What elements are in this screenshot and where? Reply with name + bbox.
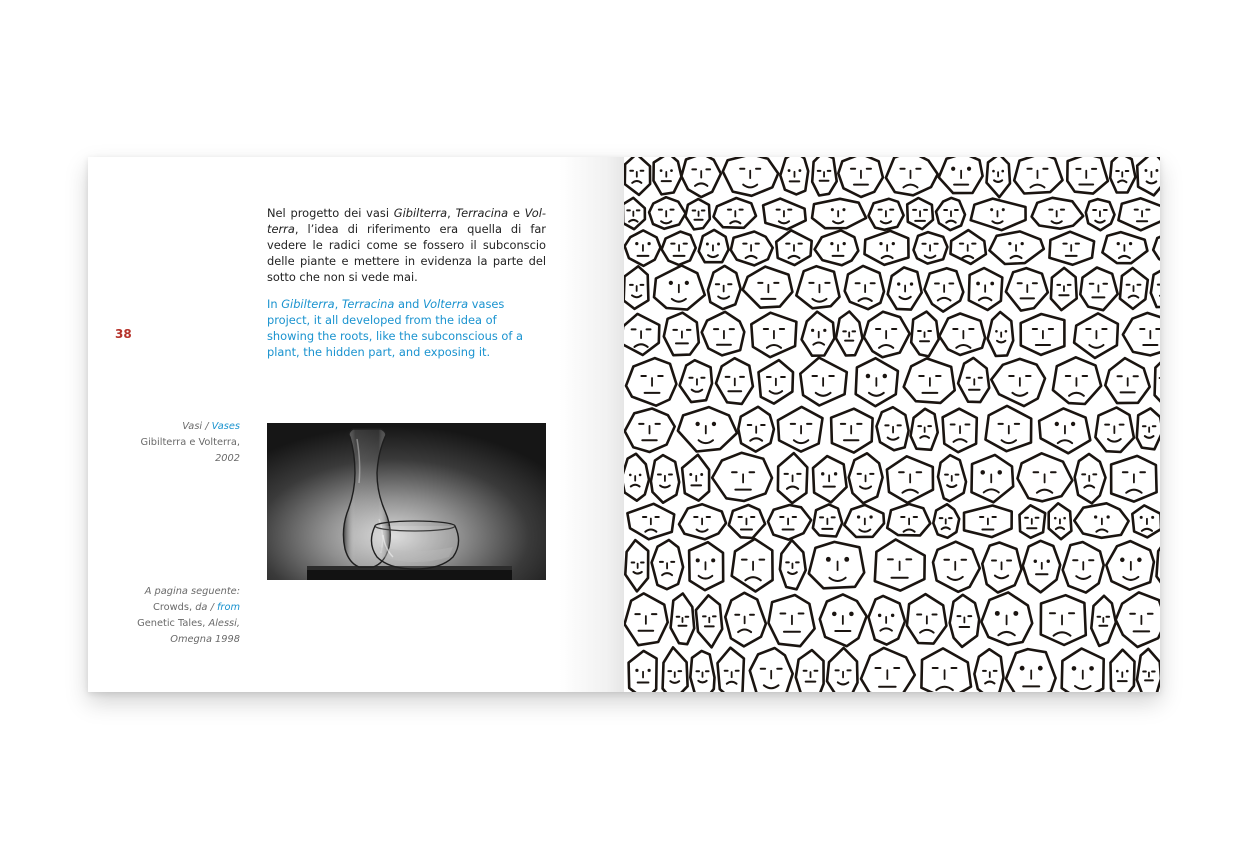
en-text-part: In <box>267 297 282 311</box>
face-drawing-stroke <box>690 651 714 692</box>
it-text-part: , <box>447 206 456 220</box>
caption-separator: / <box>202 421 212 432</box>
face-drawing-stroke <box>857 515 860 518</box>
next-from-it: da <box>195 602 208 613</box>
face-drawing-stroke <box>648 669 651 672</box>
face-drawing-stroke <box>1089 666 1094 671</box>
face-drawing-stroke <box>1063 517 1066 520</box>
face-drawing-stroke <box>897 282 900 285</box>
face-drawing-stroke <box>842 208 845 211</box>
face-drawing-stroke <box>1034 560 1037 563</box>
face-drawing-stroke <box>696 558 700 562</box>
face-drawing-stroke <box>685 281 689 285</box>
face-drawing-stroke <box>1008 242 1011 245</box>
face-drawing-stroke <box>1047 560 1050 563</box>
face-drawing-stroke <box>1120 558 1125 563</box>
crowds-illustration <box>624 157 1160 692</box>
face-drawing-stroke <box>695 422 699 426</box>
face-drawing-stroke <box>831 208 834 211</box>
face-drawing-stroke <box>669 281 673 285</box>
face-drawing-stroke <box>883 374 887 378</box>
face-drawing-stroke <box>660 169 663 172</box>
en-project-name: Gibilterra <box>281 297 335 311</box>
face-drawing-stroke <box>1106 515 1109 518</box>
face-drawing-stroke <box>1151 516 1154 519</box>
face-drawing-stroke <box>1005 330 1008 333</box>
next-page-caption <box>108 584 240 648</box>
next-publisher: Alessi, <box>208 618 240 629</box>
face-drawing-stroke <box>647 242 650 245</box>
it-text-part: Nel progetto dei vasi <box>267 206 394 220</box>
caption-year: 2002 <box>215 453 240 464</box>
face-drawing-stroke <box>1020 666 1025 671</box>
face-drawing-stroke <box>992 170 995 173</box>
photo-caption <box>108 419 240 467</box>
next-separator: / <box>207 602 217 613</box>
face-drawing-stroke <box>712 422 716 426</box>
face-drawing-stroke <box>990 208 993 211</box>
it-project-name: Gibilterra <box>393 206 448 220</box>
face-drawing-stroke <box>1155 169 1158 172</box>
face-drawing-stroke <box>834 472 837 475</box>
caption-title: Gibilterra e Volterra, <box>140 437 240 448</box>
english-paragraph <box>267 296 546 360</box>
caption-it-label: Vasi <box>182 421 203 432</box>
face-drawing-stroke <box>878 614 881 617</box>
it-text-part: , l’idea di riferimento era quella di far vedere le radici come se fossero il subconscio delle piante e mettere in evidenza la parte del sotto che non si vede mai. <box>267 222 546 284</box>
page-number: 38 <box>115 327 132 341</box>
en-text-part: and <box>394 297 424 311</box>
face-drawing-stroke <box>879 242 882 245</box>
face-drawing-stroke <box>866 374 870 378</box>
face-drawing-stroke <box>1021 242 1024 245</box>
face-drawing-stroke <box>798 169 801 172</box>
face-drawing-stroke <box>939 314 985 356</box>
face-drawing-stroke <box>844 557 849 562</box>
face-drawing-stroke <box>635 669 638 672</box>
face-drawing-stroke <box>1072 666 1077 671</box>
face-drawing-stroke <box>1001 170 1004 173</box>
right-page <box>624 157 1160 692</box>
face-drawing-stroke <box>670 169 673 172</box>
face-drawing-stroke <box>689 473 692 476</box>
face-drawing-stroke <box>1137 558 1142 563</box>
face-drawing-stroke <box>1094 515 1097 518</box>
left-page <box>88 157 624 692</box>
face-drawing-stroke <box>990 282 994 286</box>
face-drawing-stroke <box>629 474 632 477</box>
face-drawing-stroke <box>951 167 955 171</box>
face-drawing-stroke <box>980 470 985 475</box>
next-page-note: A pagina seguente: <box>144 586 240 597</box>
face-drawing-stroke <box>823 329 826 332</box>
face-drawing-stroke <box>1126 670 1129 673</box>
face-drawing-stroke <box>995 611 1000 616</box>
next-place-year: Omegna 1998 <box>170 634 240 645</box>
face-drawing-stroke <box>1117 242 1120 245</box>
face-drawing-stroke <box>1144 169 1147 172</box>
face-drawing-stroke <box>1140 516 1143 519</box>
face-drawing-stroke <box>788 169 791 172</box>
face-drawing-stroke <box>639 474 642 477</box>
vases-photo <box>267 423 546 580</box>
next-from-en: from <box>216 602 240 613</box>
face-drawing-stroke <box>1054 517 1057 520</box>
face-drawing-stroke <box>832 612 837 617</box>
face-drawing-stroke <box>976 282 980 286</box>
face-drawing-stroke <box>849 612 854 617</box>
face-drawing-stroke <box>910 282 913 285</box>
it-project-name: Vol-terra <box>267 206 547 236</box>
next-collection: Genetic Tales, <box>137 618 209 629</box>
face-drawing-stroke <box>998 470 1003 475</box>
en-text-part: , <box>334 297 342 311</box>
face-drawing-stroke <box>706 243 709 246</box>
face-drawing-stroke <box>1041 595 1086 645</box>
face-drawing-stroke <box>811 329 814 332</box>
face-drawing-stroke <box>700 473 703 476</box>
en-project-name: Terracina <box>341 297 395 311</box>
en-project-name: Volterra <box>423 297 469 311</box>
face-drawing-stroke <box>821 472 824 475</box>
next-work-title: Crowds, <box>153 602 196 613</box>
face-drawing-stroke <box>974 649 1003 692</box>
face-drawing-stroke <box>1013 611 1018 616</box>
face-drawing-stroke <box>635 242 638 245</box>
face-drawing-stroke <box>892 242 895 245</box>
it-project-name: Terracina <box>455 206 509 220</box>
caption-en-label: Vases <box>211 421 240 432</box>
face-drawing-stroke <box>1038 666 1043 671</box>
en-text-part: vases project, it all developed from the idea of showing the roots, like the subconscious of a plant, the hidden part, and exposing it. <box>267 297 523 359</box>
face-drawing-stroke <box>711 558 715 562</box>
it-text-part: e <box>508 206 525 220</box>
face-drawing-stroke <box>1002 208 1005 211</box>
face-drawing-stroke <box>717 243 720 246</box>
face-drawing-stroke <box>891 614 894 617</box>
face-drawing-stroke <box>995 330 998 333</box>
face-drawing-stroke <box>1129 242 1132 245</box>
face-drawing-stroke <box>830 242 833 245</box>
face-drawing-stroke <box>1116 670 1119 673</box>
italian-paragraph <box>267 205 546 285</box>
face-drawing-stroke <box>1055 422 1059 426</box>
face-drawing-stroke <box>826 557 831 562</box>
face-drawing-stroke <box>843 242 846 245</box>
face-drawing-stroke <box>967 167 971 171</box>
book-spread <box>88 157 1160 692</box>
face-drawing-stroke <box>869 515 872 518</box>
face-drawing-stroke <box>1071 422 1075 426</box>
